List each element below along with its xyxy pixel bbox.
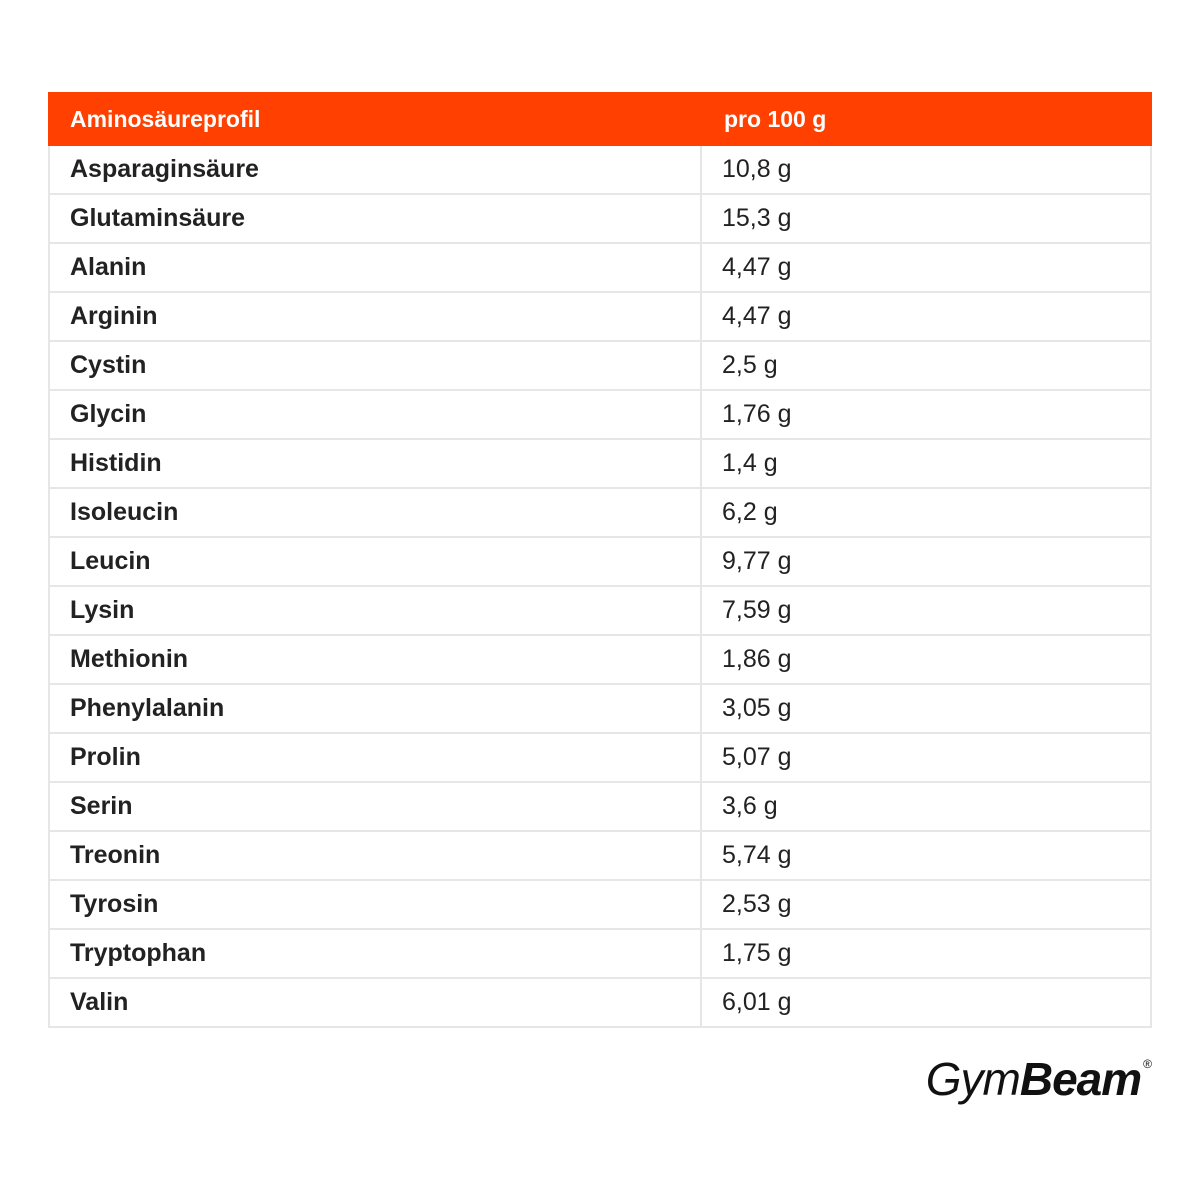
header-value: pro 100 g (724, 105, 827, 132)
table-row (48, 734, 1152, 783)
table-row (48, 391, 1152, 440)
amino-acid-name: Tyrosin (50, 881, 702, 928)
amino-acid-name: Alanin (50, 244, 702, 291)
table-row (48, 195, 1152, 244)
table-row (48, 783, 1152, 832)
amino-acid-value: 1,4 g (722, 449, 778, 477)
table-row (48, 930, 1152, 979)
amino-acid-name: Lysin (50, 587, 702, 634)
amino-acid-value: 1,76 g (722, 400, 792, 428)
amino-acid-name: Glycin (50, 391, 702, 438)
amino-acid-name: Phenylalanin (50, 685, 702, 732)
table-header (48, 92, 1152, 146)
amino-acid-name: Isoleucin (50, 489, 702, 536)
amino-acid-value: 1,86 g (722, 645, 792, 673)
table-row (48, 881, 1152, 930)
amino-acid-value: 2,5 g (722, 351, 778, 379)
table-row (48, 440, 1152, 489)
amino-acid-value: 10,8 g (722, 155, 792, 183)
amino-acid-value: 7,59 g (722, 596, 792, 624)
table-row (48, 489, 1152, 538)
amino-acid-table (48, 92, 1152, 1028)
amino-acid-value: 9,77 g (722, 547, 792, 575)
amino-acid-value: 6,01 g (722, 988, 792, 1016)
table-row (48, 587, 1152, 636)
registered-mark: ® (1143, 1057, 1152, 1071)
table-row (48, 342, 1152, 391)
amino-acid-name: Arginin (50, 293, 702, 340)
amino-acid-name: Treonin (50, 832, 702, 879)
table-row (48, 636, 1152, 685)
table-row (48, 244, 1152, 293)
table-row (48, 832, 1152, 881)
amino-acid-name: Methionin (50, 636, 702, 683)
table-row (48, 538, 1152, 587)
amino-acid-value: 5,74 g (722, 841, 792, 869)
table-row (48, 979, 1152, 1028)
table-row (48, 293, 1152, 342)
logo-text-beam: Beam (1019, 1053, 1142, 1105)
amino-acid-value: 4,47 g (722, 253, 792, 281)
amino-acid-name: Prolin (50, 734, 702, 781)
amino-acid-name: Histidin (50, 440, 702, 487)
amino-acid-name: Tryptophan (50, 930, 702, 977)
table-body (48, 146, 1152, 1028)
amino-acid-value: 1,75 g (722, 939, 792, 967)
amino-acid-value: 6,2 g (722, 498, 778, 526)
amino-acid-name: Serin (50, 783, 702, 830)
logo-text-gym: Gym (925, 1053, 1020, 1105)
amino-acid-value: 2,53 g (722, 890, 792, 918)
amino-acid-name: Valin (50, 979, 702, 1026)
amino-acid-value: 3,6 g (722, 792, 778, 820)
table-row (48, 146, 1152, 195)
amino-acid-value: 5,07 g (722, 743, 792, 771)
amino-acid-value: 4,47 g (722, 302, 792, 330)
amino-acid-name: Glutaminsäure (50, 195, 702, 242)
amino-acid-name: Cystin (50, 342, 702, 389)
gymbeam-logo (925, 1053, 1152, 1105)
table-row (48, 685, 1152, 734)
amino-acid-name: Leucin (50, 538, 702, 585)
amino-acid-name: Asparaginsäure (50, 146, 702, 193)
header-name: Aminosäureprofil (70, 105, 261, 132)
amino-acid-value: 15,3 g (722, 204, 792, 232)
amino-acid-value: 3,05 g (722, 694, 792, 722)
